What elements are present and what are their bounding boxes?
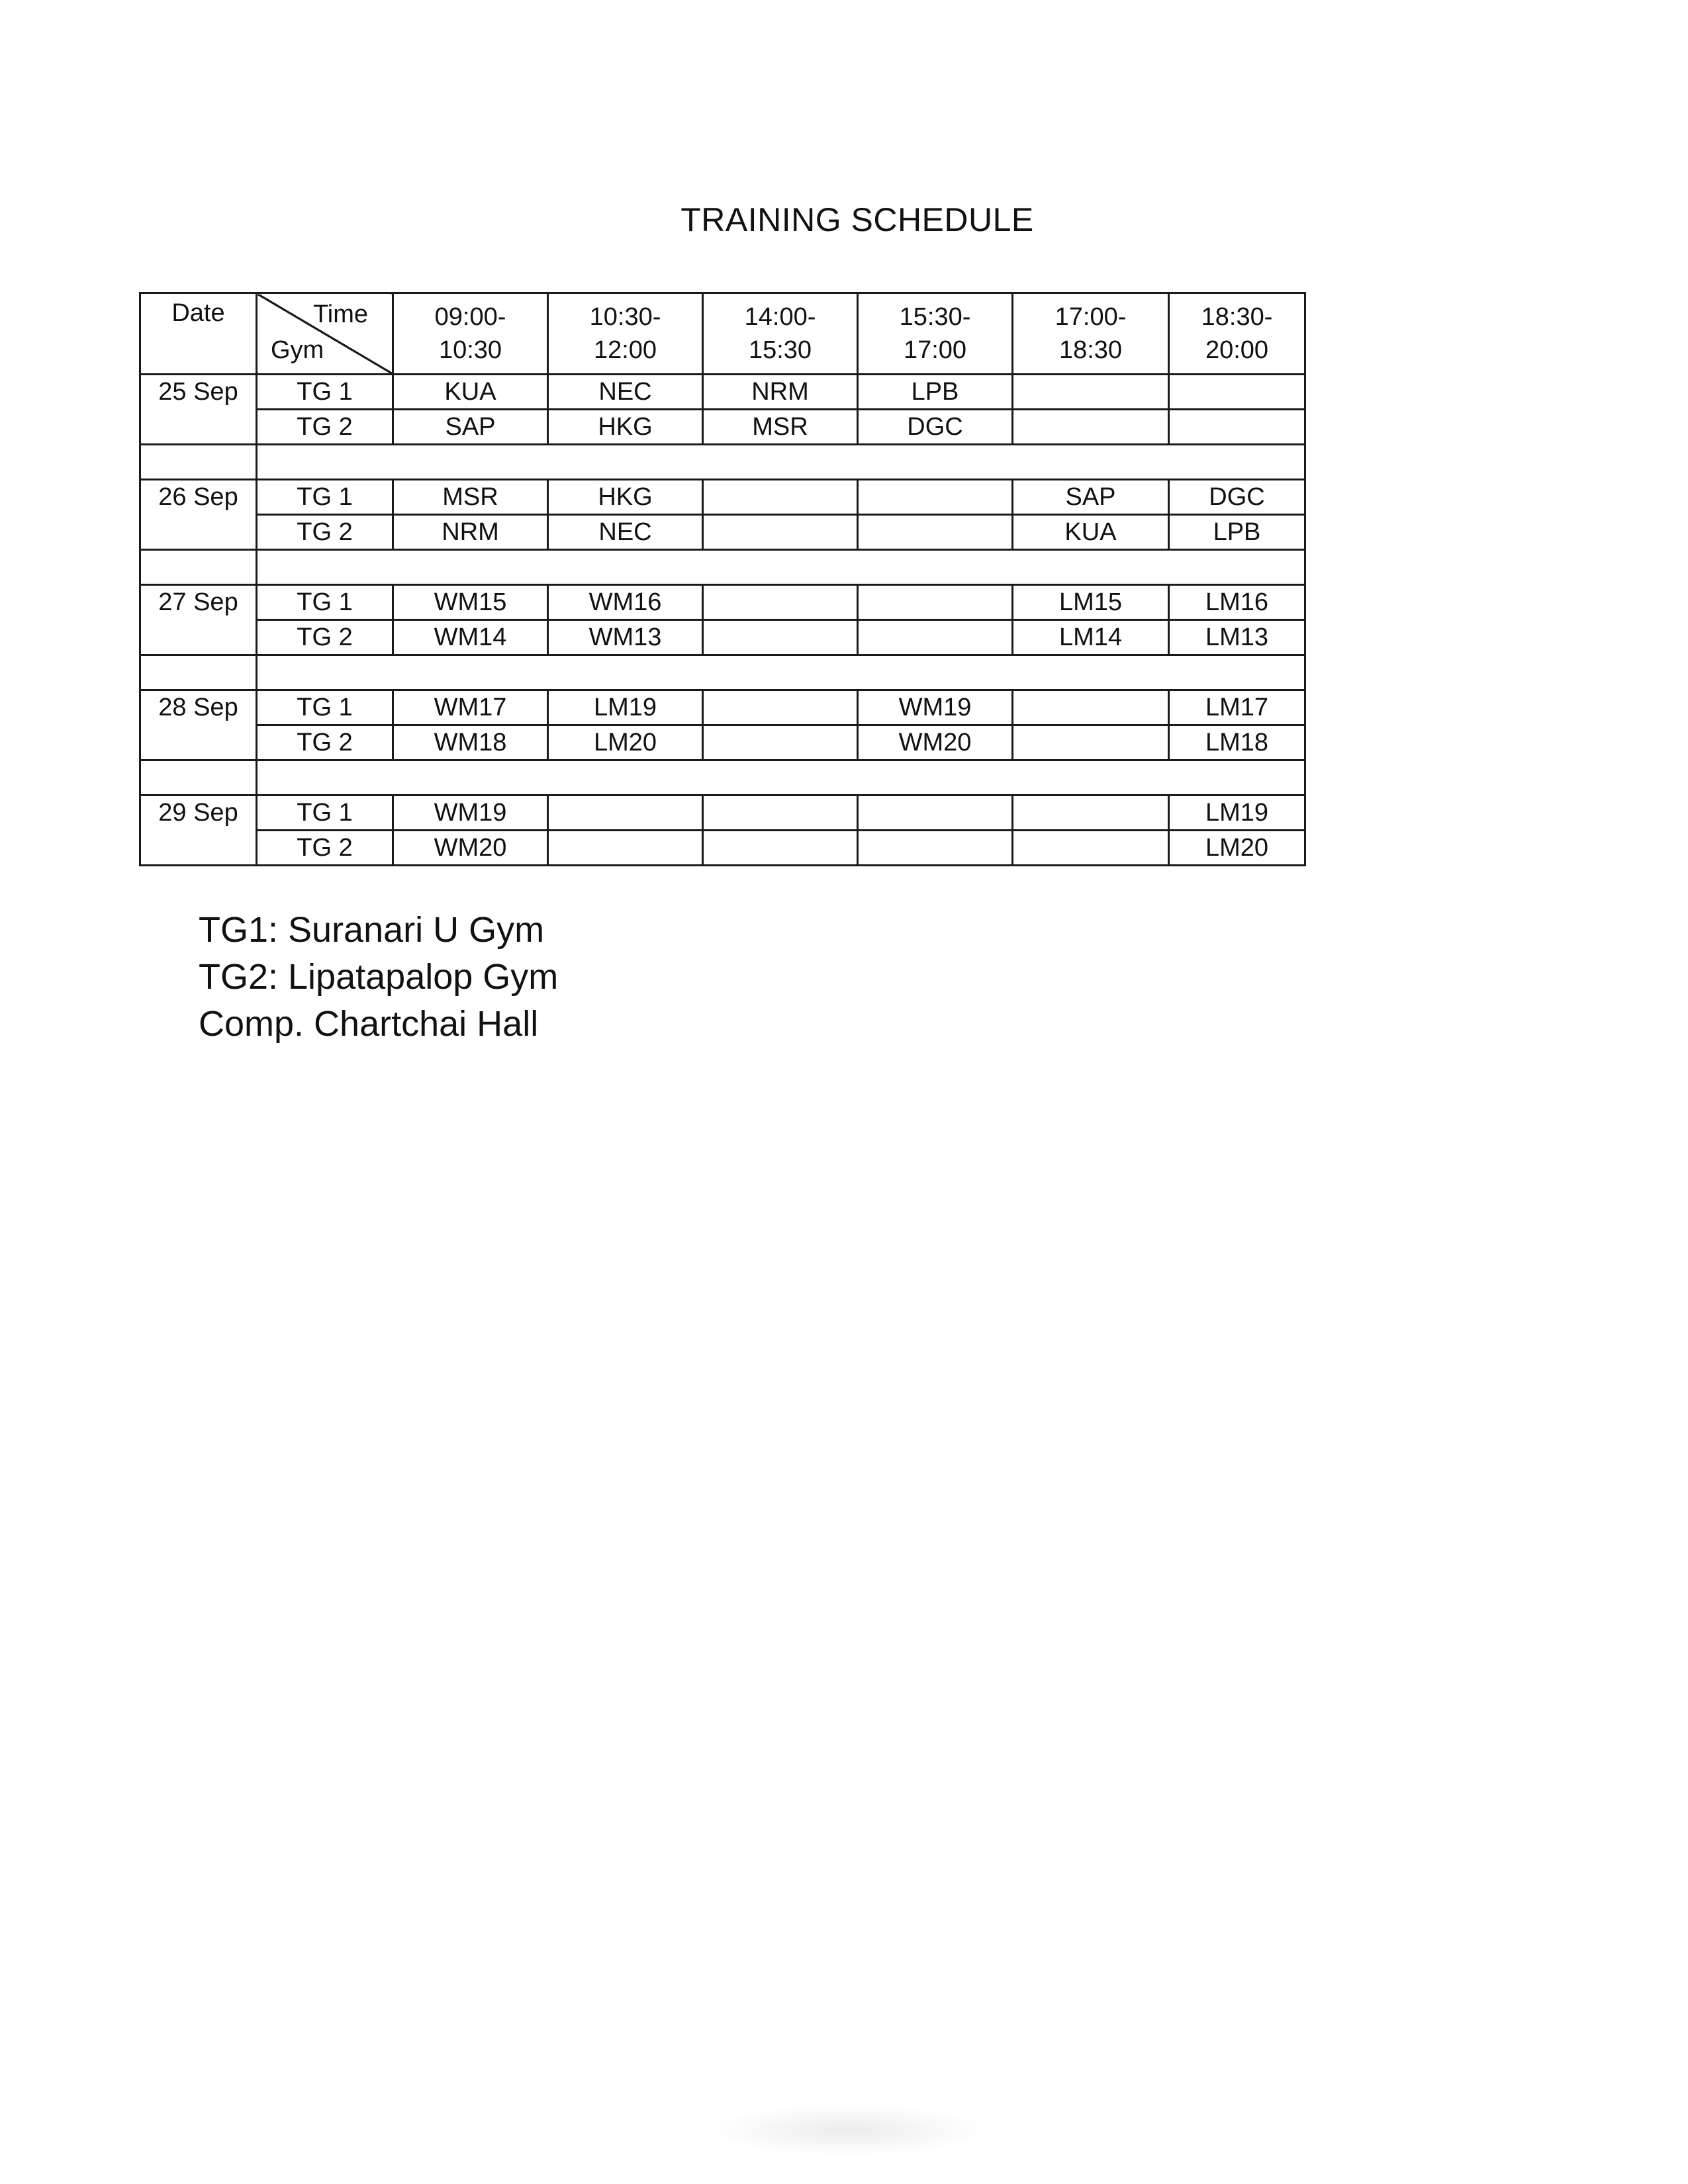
session-cell bbox=[858, 831, 1013, 866]
slot-start: 09:00- bbox=[434, 303, 506, 331]
slot-start: 17:00- bbox=[1055, 303, 1127, 331]
session-cell: SAP bbox=[1013, 480, 1169, 515]
session-cell: MSR bbox=[703, 410, 858, 445]
session-cell: NEC bbox=[548, 375, 703, 410]
session-cell: LPB bbox=[1169, 515, 1305, 550]
session-cell: SAP bbox=[393, 410, 548, 445]
spacer-date-cell bbox=[140, 760, 257, 796]
session-cell: WM17 bbox=[393, 690, 548, 725]
session-cell: WM15 bbox=[393, 585, 548, 620]
session-cell bbox=[1013, 831, 1169, 866]
table-row bbox=[140, 515, 1305, 550]
table-row bbox=[140, 585, 1305, 620]
header-slot bbox=[548, 293, 703, 375]
session-cell bbox=[703, 480, 858, 515]
gym-legend bbox=[199, 907, 558, 1048]
date-cell: 29 Sep bbox=[140, 796, 257, 866]
spacer-cell bbox=[257, 445, 1305, 480]
spacer-cell bbox=[257, 550, 1305, 585]
session-cell bbox=[858, 796, 1013, 831]
session-cell bbox=[1013, 725, 1169, 760]
slot-start: 18:30- bbox=[1201, 303, 1273, 331]
spacer-cell bbox=[257, 760, 1305, 796]
page-title-text: TRAINING SCHEDULE bbox=[680, 201, 1034, 238]
slot-start: 10:30- bbox=[589, 303, 661, 331]
session-cell bbox=[703, 690, 858, 725]
session-cell: LM15 bbox=[1013, 585, 1169, 620]
spacer-date-cell bbox=[140, 445, 257, 480]
session-cell bbox=[1013, 690, 1169, 725]
session-cell: LM20 bbox=[1169, 831, 1305, 866]
spacer-date-cell bbox=[140, 550, 257, 585]
session-cell: WM16 bbox=[548, 585, 703, 620]
session-cell: HKG bbox=[548, 480, 703, 515]
session-cell bbox=[703, 725, 858, 760]
slot-end: 17:00 bbox=[903, 336, 967, 364]
table-row bbox=[140, 480, 1305, 515]
slot-end: 20:00 bbox=[1205, 336, 1269, 364]
schedule-table bbox=[139, 292, 1306, 866]
date-cell: 27 Sep bbox=[140, 585, 257, 655]
session-cell: NRM bbox=[703, 375, 858, 410]
gym-cell: TG 2 bbox=[257, 725, 393, 760]
session-cell: WM19 bbox=[393, 796, 548, 831]
gym-cell: TG 1 bbox=[257, 690, 393, 725]
header-slot bbox=[703, 293, 858, 375]
session-cell bbox=[858, 585, 1013, 620]
session-cell: WM14 bbox=[393, 620, 548, 655]
session-cell: NEC bbox=[548, 515, 703, 550]
session-cell: LM14 bbox=[1013, 620, 1169, 655]
page-title bbox=[0, 201, 1688, 239]
schedule-body bbox=[140, 293, 1305, 866]
spacer-date-cell bbox=[140, 655, 257, 690]
session-cell bbox=[1013, 410, 1169, 445]
spacer-row bbox=[140, 655, 1305, 690]
header-row bbox=[140, 293, 1305, 375]
table-row bbox=[140, 796, 1305, 831]
date-cell: 25 Sep bbox=[140, 375, 257, 445]
session-cell bbox=[1169, 410, 1305, 445]
session-cell bbox=[703, 585, 858, 620]
header-slot bbox=[393, 293, 548, 375]
slot-end: 12:00 bbox=[593, 336, 657, 364]
header-slot bbox=[1013, 293, 1169, 375]
gym-cell: TG 2 bbox=[257, 515, 393, 550]
session-cell: WM20 bbox=[393, 831, 548, 866]
date-cell: 26 Sep bbox=[140, 480, 257, 550]
session-cell: LM20 bbox=[548, 725, 703, 760]
header-gym: Gym bbox=[271, 336, 324, 364]
session-cell: KUA bbox=[393, 375, 548, 410]
spacer-row bbox=[140, 550, 1305, 585]
session-cell: DGC bbox=[858, 410, 1013, 445]
session-cell bbox=[858, 515, 1013, 550]
table-row bbox=[140, 725, 1305, 760]
session-cell bbox=[1169, 375, 1305, 410]
legend-item: TG1: Suranari U Gym bbox=[199, 910, 545, 950]
session-cell bbox=[858, 620, 1013, 655]
session-cell: LM19 bbox=[548, 690, 703, 725]
date-cell: 28 Sep bbox=[140, 690, 257, 760]
session-cell bbox=[1013, 796, 1169, 831]
header-slot bbox=[858, 293, 1013, 375]
session-cell bbox=[548, 796, 703, 831]
session-cell: WM19 bbox=[858, 690, 1013, 725]
header-time: Time bbox=[312, 300, 368, 328]
session-cell: WM13 bbox=[548, 620, 703, 655]
session-cell: LM18 bbox=[1169, 725, 1305, 760]
session-cell: LM16 bbox=[1169, 585, 1305, 620]
table-row bbox=[140, 375, 1305, 410]
header-slot bbox=[1169, 293, 1305, 375]
gym-cell: TG 2 bbox=[257, 410, 393, 445]
header-date: Date bbox=[140, 293, 257, 375]
slot-start: 14:00- bbox=[744, 303, 816, 331]
session-cell: LM17 bbox=[1169, 690, 1305, 725]
session-cell: WM20 bbox=[858, 725, 1013, 760]
session-cell bbox=[703, 831, 858, 866]
table-row bbox=[140, 620, 1305, 655]
table-row bbox=[140, 410, 1305, 445]
table-row bbox=[140, 690, 1305, 725]
session-cell: LPB bbox=[858, 375, 1013, 410]
session-cell: WM18 bbox=[393, 725, 548, 760]
slot-end: 10:30 bbox=[438, 336, 502, 364]
gym-cell: TG 2 bbox=[257, 620, 393, 655]
session-cell: KUA bbox=[1013, 515, 1169, 550]
gym-cell: TG 2 bbox=[257, 831, 393, 866]
header-time-gym bbox=[257, 293, 393, 375]
session-cell bbox=[703, 796, 858, 831]
session-cell bbox=[703, 515, 858, 550]
session-cell: DGC bbox=[1169, 480, 1305, 515]
slot-end: 18:30 bbox=[1058, 336, 1123, 364]
scan-smudge bbox=[708, 2105, 986, 2156]
legend-item: Comp. Chartchai Hall bbox=[199, 1004, 539, 1044]
slot-end: 15:30 bbox=[748, 336, 812, 364]
gym-cell: TG 1 bbox=[257, 480, 393, 515]
session-cell: MSR bbox=[393, 480, 548, 515]
spacer-row bbox=[140, 760, 1305, 796]
legend-item: TG2: Lipatapalop Gym bbox=[199, 957, 559, 997]
spacer-row bbox=[140, 445, 1305, 480]
gym-cell: TG 1 bbox=[257, 796, 393, 831]
session-cell: HKG bbox=[548, 410, 703, 445]
table-row bbox=[140, 831, 1305, 866]
session-cell bbox=[703, 620, 858, 655]
session-cell bbox=[1013, 375, 1169, 410]
session-cell bbox=[858, 480, 1013, 515]
spacer-cell bbox=[257, 655, 1305, 690]
session-cell: LM19 bbox=[1169, 796, 1305, 831]
gym-cell: TG 1 bbox=[257, 585, 393, 620]
gym-cell: TG 1 bbox=[257, 375, 393, 410]
session-cell bbox=[548, 831, 703, 866]
session-cell: LM13 bbox=[1169, 620, 1305, 655]
slot-start: 15:30- bbox=[899, 303, 971, 331]
session-cell: NRM bbox=[393, 515, 548, 550]
